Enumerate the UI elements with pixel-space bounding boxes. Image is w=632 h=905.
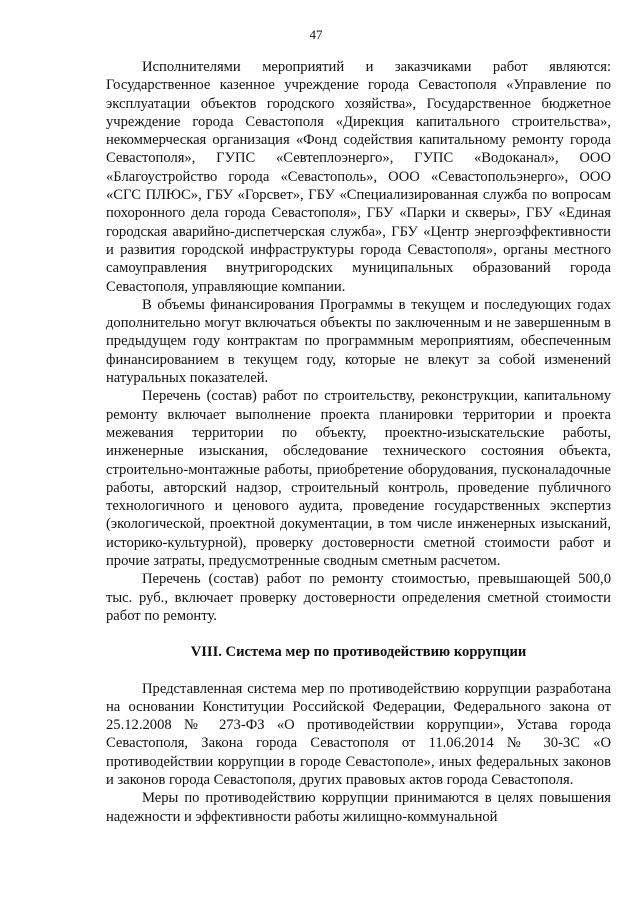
paragraph-anticorruption-basis: Представленная система мер по противодействию коррупции разработана на основании Конституции Российской Федерации, Федерального закона от 25.12.2008 № 273-ФЗ «О противодействии коррупции», Устава города Севастополя, Закона города Севастополя от 11.06.2014 № 30-ЗС «О противодействии коррупции в городе Севастополе», иных федеральных законов и законов города Севастополя, других правовых актов города Севастополя. [106,680,611,788]
paragraph-executors: Исполнителями мероприятий и заказчиками работ являются: Государственное казенное учреждение города Севастополя «Управление по эксплуатации объектов городского хозяйства», Государственное бюджетное учреждение города Севастополя «Дирекция капитального строительства», некоммерческая организация «Фонд содействия капитальному ремонту города Севастополя», ГУПС «Севтеплоэнерго», ГУПС «Водоканал», ООО «Благоустройство города «Севастополь», ООО «Севастопольэнерго», ООО «СГС ПЛЮС», ГБУ «Горсвет», ГБУ «Специализированная служба по вопросам похоронного дела города Севастополя», ГБУ «Парки и скверы», ГБУ «Единая городская аварийно-диспетчерская служба», ГБУ «Центр энергоэффективности и развития городской инфраструктуры города Севастополя», органы местного самоуправления внутригородских муниципальных образований города Севастополя, управляющие компании. [106,59,611,295]
paragraph-repair-works: Перечень (состав) работ по ремонту стоимостью, превышающей 500,0 тыс. руб., включает проверку достоверности определения сметной стоимости работ по ремонту. [106,571,611,624]
page-number: 47 [309,27,323,42]
paragraph-financing: В объемы финансирования Программы в текущем и последующих годах дополнительно могут включаться объекты по заключенным и не завершенным в предыдущем году контрактам по программным мероприятиям, обеспеченным финансированием в текущем году, которые не влекут за собой изменений натуральных показателей. [106,296,611,387]
paragraph-construction-works: Перечень (состав) работ по строительству, реконструкции, капитальному ремонту включает выполнение проекта планировки территории и проекта межевания территории по объекту, проектно-изыскательские работы, инженерные изыскания, обследование технического состояния объекта, строительно-монтажные работы, приобретение оборудования, пусконаладочные работы, авторский надзор, строительный контроль, проведение публичного технологичного и ценового аудита, проведение государственных экспертиз (экологической, проектной документации, в том числе инженерных изысканий, историко-культурной), проверку достоверности сметной стоимости работ и прочие затраты, предусмотренные сводным сметным расчетом. [106,388,611,570]
section-heading: VIII. Система мер по противодействию коррупции [190,644,527,661]
paragraph-anticorruption-measures: Меры по противодействию коррупции принимаются в целях повышения надежности и эффективности работы жилищно-коммунальной [106,790,611,825]
document-body [106,58,611,826]
